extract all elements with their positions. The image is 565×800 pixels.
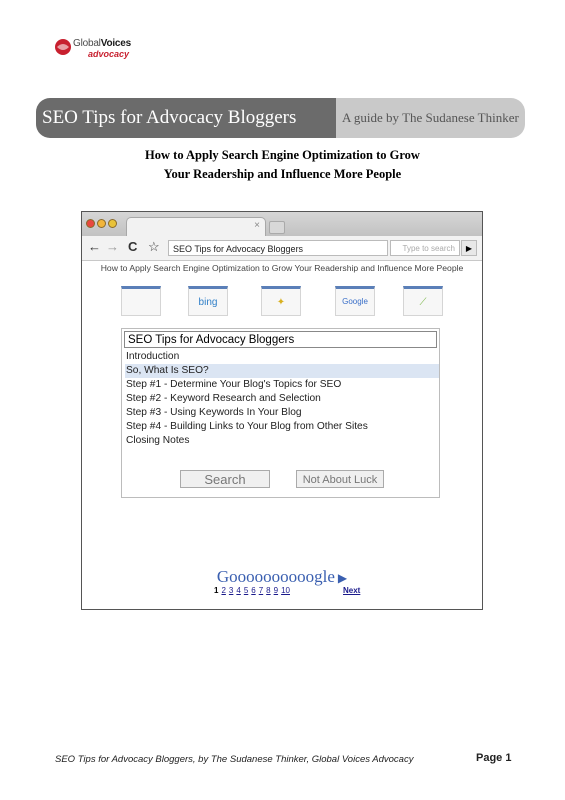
pagination bbox=[214, 586, 293, 595]
thumbnail-bing: bing bbox=[188, 286, 228, 316]
thumbnail-site-1 bbox=[121, 286, 161, 316]
bookmark-star-icon: ☆ bbox=[148, 239, 160, 254]
suggestion-step-2: Step #2 - Keyword Research and Selection bbox=[126, 393, 321, 404]
globe-icon bbox=[54, 38, 72, 56]
minimize-window-icon bbox=[97, 219, 106, 228]
address-bar: SEO Tips for Advocacy Bloggers bbox=[168, 240, 388, 256]
page-link: 6 bbox=[251, 586, 256, 595]
subtitle-line-1: How to Apply Search Engine Optimization to Grow bbox=[145, 148, 420, 162]
google-pager-wordmark: Goooooooooogle ▶ bbox=[216, 567, 348, 586]
browser-screenshot bbox=[81, 211, 483, 610]
pager-next-arrow-icon: ▶ bbox=[334, 571, 348, 585]
suggestion-introduction: Introduction bbox=[126, 351, 180, 362]
suggestion-step-1: Step #1 - Determine Your Blog's Topics for SEO bbox=[126, 379, 342, 390]
search-button: Search bbox=[180, 470, 270, 488]
page-link: 2 bbox=[221, 586, 226, 595]
forward-arrow-icon: → bbox=[106, 239, 119, 254]
suggestion-what-is-seo: So, What Is SEO? bbox=[125, 364, 439, 378]
banner-byline: A guide by The Sudanese Thinker bbox=[336, 98, 525, 138]
page-number: Page 1 bbox=[476, 752, 512, 764]
page-link: 4 bbox=[236, 586, 241, 595]
back-arrow-icon: ← bbox=[88, 239, 101, 254]
next-page-link: Next bbox=[343, 586, 361, 595]
suggestion-step-4: Step #4 - Building Links to Your Blog from Other Sites bbox=[126, 421, 368, 432]
subtitle-line-2: Your Readership and Influence More People bbox=[163, 167, 402, 181]
window-controls bbox=[86, 215, 119, 233]
go-arrow-icon: ▶ bbox=[461, 240, 477, 256]
title-banner bbox=[36, 98, 525, 138]
page-link: 10 bbox=[281, 586, 290, 595]
browser-toolbar bbox=[82, 236, 482, 261]
tab-close-icon: × bbox=[254, 220, 260, 231]
page-link: 8 bbox=[266, 586, 271, 595]
page-link: 9 bbox=[273, 586, 279, 595]
banner-title: SEO Tips for Advocacy Bloggers bbox=[36, 98, 336, 138]
search-panel bbox=[121, 328, 440, 498]
page-subheading: How to Apply Search Engine Optimization to Grow Your Readership and Influence More People bbox=[100, 263, 464, 273]
reload-icon: C bbox=[128, 239, 138, 254]
new-tab-icon bbox=[269, 221, 285, 234]
page-link: 3 bbox=[228, 586, 234, 595]
browser-search-box: Type to search bbox=[390, 240, 460, 256]
browser-tab bbox=[126, 217, 266, 236]
not-about-luck-button: Not About Luck bbox=[296, 470, 384, 488]
suggestion-step-3: Step #3 - Using Keywords In Your Blog bbox=[126, 407, 302, 418]
zoom-window-icon bbox=[108, 219, 117, 228]
footer-text: SEO Tips for Advocacy Bloggers, by The Sudanese Thinker, Global Voices Advocacy bbox=[55, 754, 414, 765]
search-query-input: SEO Tips for Advocacy Bloggers bbox=[124, 331, 437, 348]
page-link: 1 bbox=[214, 586, 219, 595]
logo-wordmark: GlobalVoices bbox=[73, 38, 132, 49]
logo-subtext: advocacy bbox=[88, 49, 130, 59]
page-link: 5 bbox=[243, 586, 249, 595]
global-voices-advocacy-logo bbox=[54, 36, 144, 62]
suggestion-closing-notes: Closing Notes bbox=[126, 435, 190, 446]
tab-bar bbox=[82, 212, 482, 236]
thumbnail-site-3: ✦ bbox=[261, 286, 301, 316]
thumbnail-google: Google bbox=[335, 286, 375, 316]
close-window-icon bbox=[86, 219, 95, 228]
thumbnail-chart: ⟋ bbox=[403, 286, 443, 316]
page-link: 7 bbox=[258, 586, 264, 595]
